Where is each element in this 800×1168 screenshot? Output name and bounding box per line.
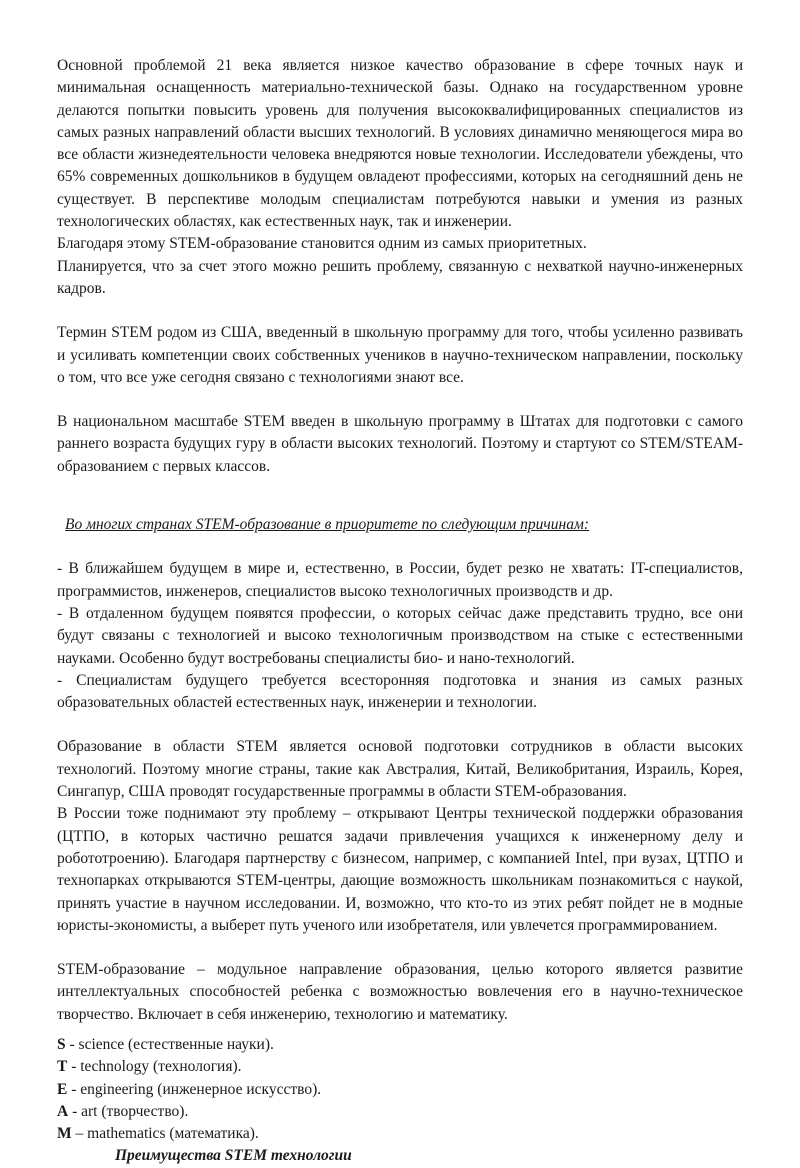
reasons-heading: Во многих странах STEM-образование в приоритете по следующим причинам: bbox=[65, 516, 590, 534]
reason-item: - В отдаленном будущем появятся профессии, о которых сейчас даже представить трудно, все они будут связаны с технологией и высоко технологичным производством на стыке с естественными науками. Особенно будут востребованы специалисты био- и нано-технологий. bbox=[57, 604, 743, 667]
stem-letter-e: E - engineering (инженерное искусство). bbox=[57, 1080, 322, 1098]
document-page bbox=[57, 55, 743, 1168]
paragraph-stem-definition: STEM-образование – модульное направление образования, целью которого является развитие интеллектуальных способностей ребенка с возможностью вовлечения его в научно-техническое творчество. Включает в себя инженерию, технологию и математику. bbox=[57, 961, 743, 1023]
stem-letter-a: A - art (творчество). bbox=[57, 1102, 189, 1120]
paragraph-term: Термин STEM родом из США, введенный в школьную программу для того, чтобы усиленно развивать и усиливать компетенции своих собственных учеников в научно-техническом направлении, поскольку о том, что все уже сегодня связано с технологиями знают все. bbox=[57, 324, 743, 386]
advantages-heading: Преимущества STEM технологии bbox=[115, 1147, 352, 1165]
paragraph-plan: Планируется, что за счет этого можно решить проблему, связанную с нехваткой научно-инженерных кадров. bbox=[57, 257, 743, 297]
paragraph-intro: Основной проблемой 21 века является низкое качество образование в сфере точных наук и минимальная оснащенность материально-технической базы. Однако на государственном уровне делаются попытки повысить уровень для получения высококвалифицированных специалистов из самых разных направлений области высших технологий. В условиях динамично меняющегося мира во все области жизнедеятельности человека внедряются новые технологии. Исследователи убеждены, что 65% современных дошкольников в будущем овладеют профессиями, которых на сегодняшний день не существует. В перспективе молодым специалистам потребуются навыки и умения из разных технологических областях, как естественных наук, так и инженерии. bbox=[57, 57, 743, 231]
reason-item: - Специалистам будущего требуется всесторонняя подготовка и знания из самых разных образовательных областей естественных наук, инженерии и технологии. bbox=[57, 671, 743, 712]
paragraph-russia: В России тоже поднимают эту проблему – открывают Центры технической поддержки образования (ЦТПО, в которых частично решатся задачи привлечения учащихся к инженерному делу и робототроению). Благодаря партнерству с бизнесом, например, с компанией Intel, при вузах, ЦТПО и технопарках открываются STEM-центры, дающие возможность школьникам познакомиться с наукой, принять участие в научном исследовании. И, возможно, что кто-то из этих ребят пойдет не в модные юристы-экономисты, а выберет путь ученого или изобретателя, или увлечется программированием. bbox=[57, 805, 743, 934]
paragraph-education: Образование в области STEM является основой подготовки сотрудников в области высоких технологий. Поэтому многие страны, такие как Австралия, Китай, Великобритания, Израиль, Корея, Сингапур, США проводят государственные программы в области STEM-образования. bbox=[57, 738, 743, 801]
stem-letter-t: T - technology (технология). bbox=[57, 1058, 242, 1076]
paragraph-national: В национальном масштабе STEM введен в школьную программу в Штатах для подготовки с самого раннего возраста будущих гуру в области высоких технологий. Поэтому и стартуют со STEM/STEAM-образованием с первых классов. bbox=[57, 413, 743, 475]
stem-letters-list bbox=[57, 1034, 743, 1145]
paragraph-priority: Благодаря этому STEM-образование становится одним из самых приоритетных. bbox=[57, 235, 587, 253]
stem-letter-s: S - science (естественные науки). bbox=[57, 1035, 274, 1053]
reason-item: - В ближайшем будущем в мире и, естественно, в России, будет резко не хватать: IT-специалистов, программистов, инженеров, специалистов высоко технологичных производств и др. bbox=[57, 560, 743, 600]
stem-letter-m: M – mathematics (математика). bbox=[57, 1125, 259, 1143]
